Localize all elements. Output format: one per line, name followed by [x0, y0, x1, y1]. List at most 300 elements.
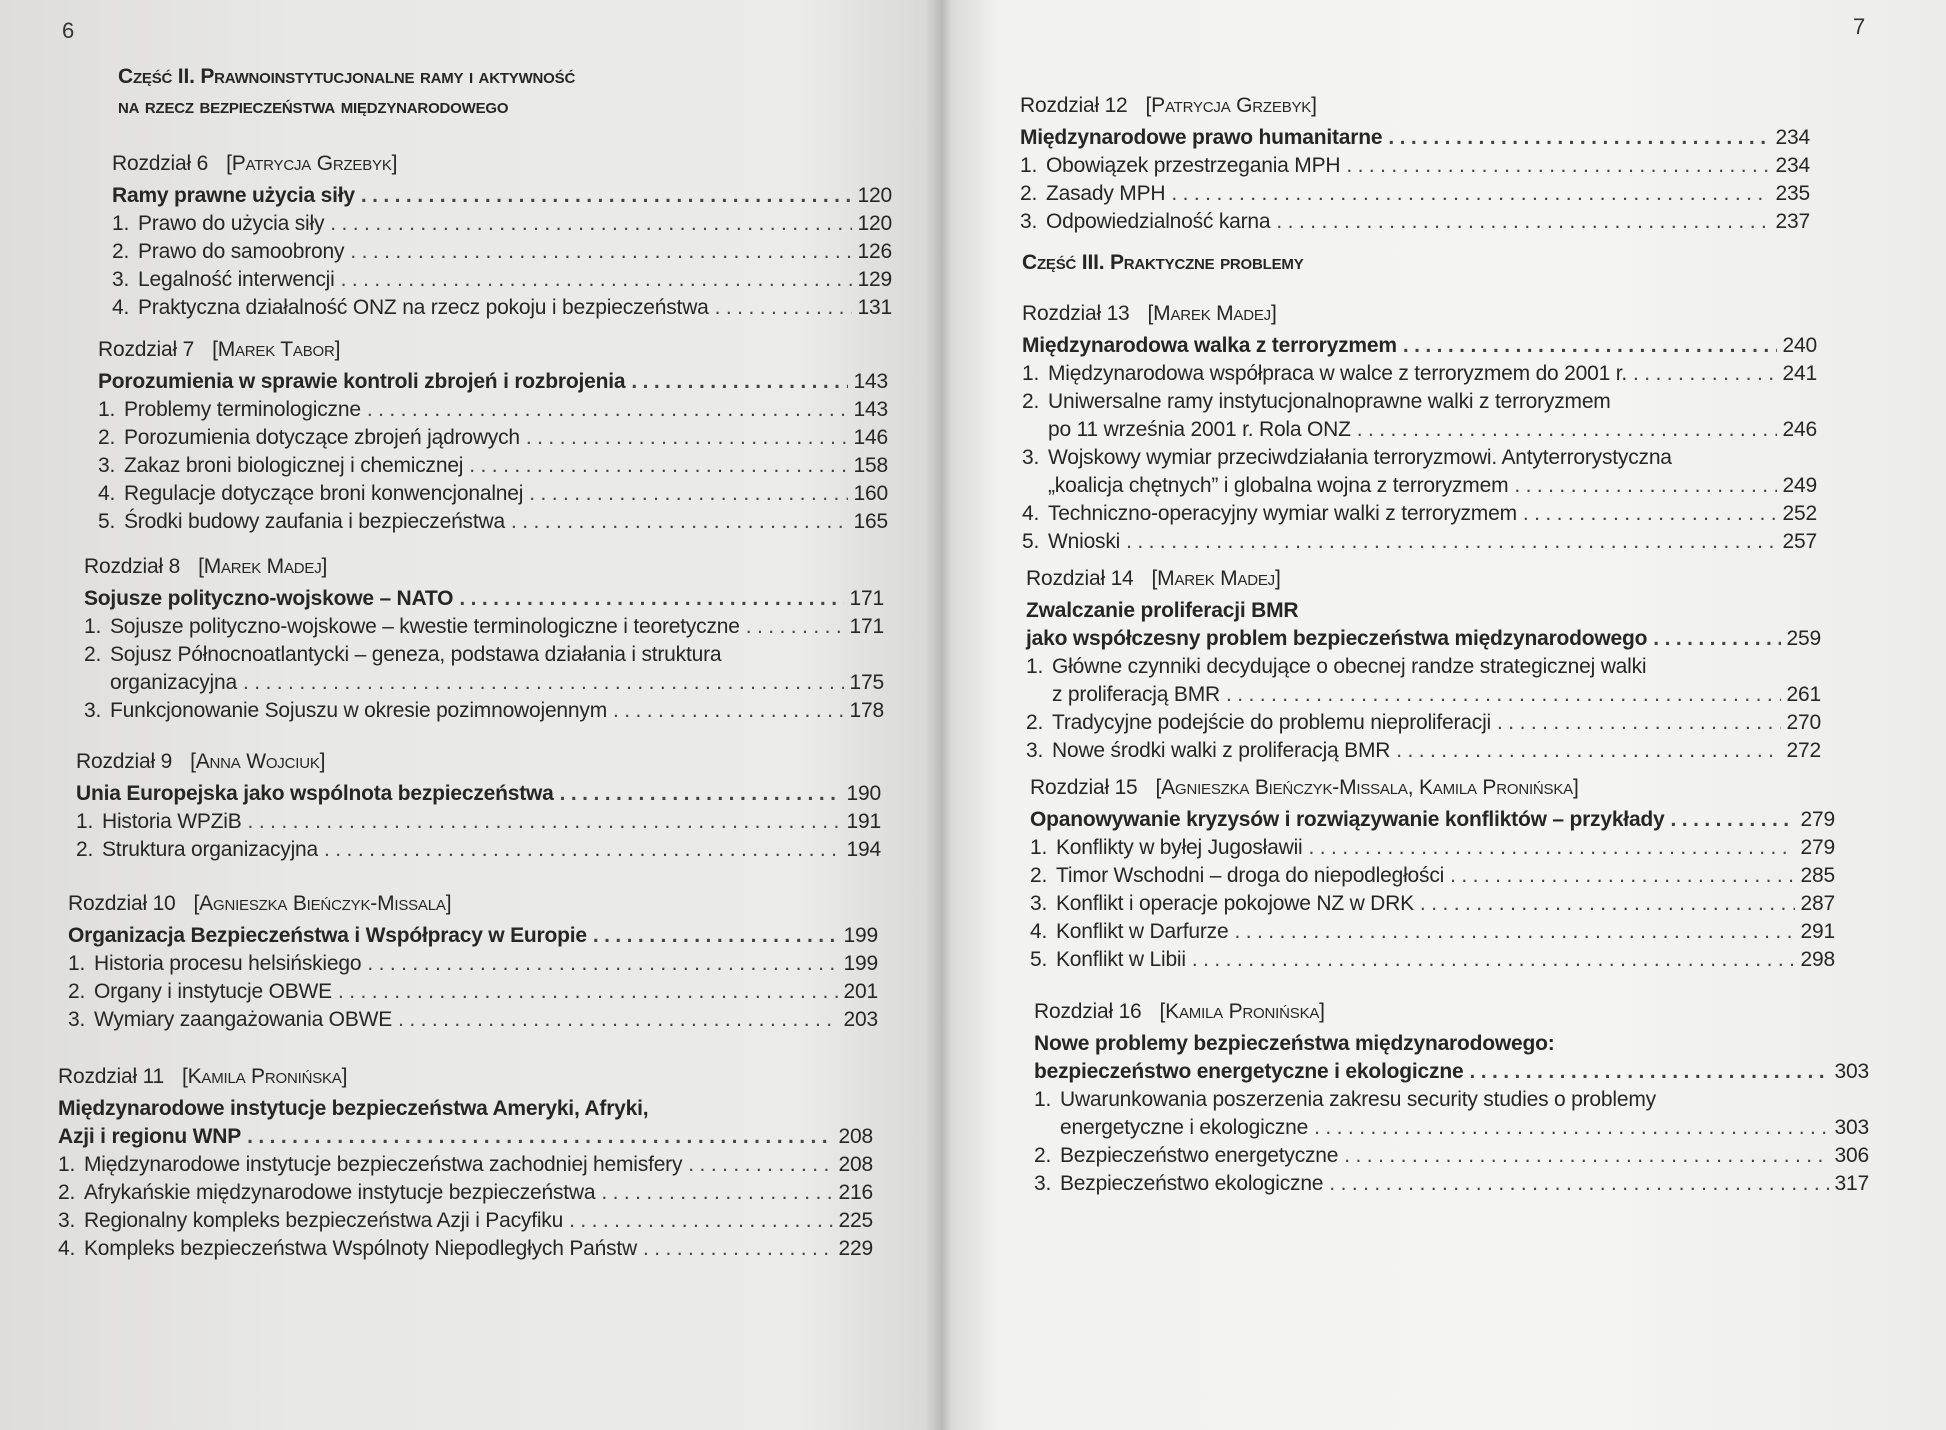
entry-text: Afrykańskie międzynarodowe instytucje bezpieczeństwa: [84, 1181, 596, 1204]
entry-line: [1030, 946, 1835, 974]
entry-text: jako współczesny problem bezpieczeństwa międzynarodowego: [1026, 627, 1648, 650]
entry-line: [1034, 1170, 1869, 1198]
chapter-title-link[interactable]: [76, 780, 881, 808]
dot-leader: [1314, 1114, 1828, 1142]
item-number: 3.: [84, 699, 102, 722]
page-number: 257: [1782, 530, 1817, 553]
chapter-header: [1026, 565, 1821, 593]
entry-line: [84, 669, 884, 697]
entry-line: [112, 238, 892, 266]
section-link[interactable]: [98, 396, 888, 424]
page-number: 143: [853, 370, 888, 393]
page-number: 199: [843, 952, 878, 975]
section-link[interactable]: [1022, 388, 1817, 444]
dot-leader: [324, 836, 841, 864]
page-number: 249: [1782, 474, 1817, 497]
chapter-author: [Marek Madej]: [198, 555, 328, 578]
entry-line: [1034, 1142, 1869, 1170]
item-number: 3.: [1030, 892, 1048, 915]
item-number: 2.: [98, 426, 116, 449]
dot-leader: [1192, 946, 1795, 974]
chapter-label: Rozdział 13: [1022, 302, 1130, 325]
dot-leader: [1450, 862, 1794, 890]
page-number: 175: [849, 671, 884, 694]
dot-leader: [1653, 625, 1780, 653]
dot-leader: [1671, 806, 1795, 834]
entry-line: [1030, 862, 1835, 890]
section-link[interactable]: [1030, 862, 1835, 890]
chapter-author: [Kamila Pronińska]: [1159, 1000, 1325, 1023]
entry-line: [98, 368, 888, 396]
entry-line: [98, 508, 888, 536]
item-number: 4.: [1030, 920, 1048, 943]
chapter-label: Rozdział 11: [58, 1065, 164, 1088]
chapter-header: [84, 553, 884, 581]
section-link[interactable]: [58, 1235, 873, 1263]
chapter-title-link[interactable]: [1022, 332, 1817, 360]
chapter-title-link[interactable]: [58, 1095, 873, 1151]
section-link[interactable]: [98, 452, 888, 480]
entry-text: z proliferacją BMR: [1052, 683, 1220, 706]
item-number: 3.: [1020, 210, 1038, 233]
item-number: 1.: [1030, 836, 1048, 859]
entry-line: [1020, 124, 1810, 152]
page-number: 306: [1834, 1144, 1869, 1167]
item-number: 2.: [76, 838, 94, 861]
chapter-author: [Marek Madej]: [1147, 302, 1277, 325]
page-number: 303: [1834, 1116, 1869, 1139]
entry-line: [1026, 597, 1821, 625]
entry-line: [1030, 918, 1835, 946]
item-number: 4.: [58, 1237, 76, 1260]
entry-line: [1022, 388, 1817, 416]
entry-text: Unia Europejska jako wspólnota bezpieczeństwa: [76, 782, 554, 805]
page-number: 287: [1800, 892, 1835, 915]
section-link[interactable]: [84, 697, 884, 725]
item-number: 3.: [1026, 739, 1044, 762]
chapter-title-link[interactable]: [1030, 806, 1835, 834]
dot-leader: [248, 808, 841, 836]
entry-line: [1034, 1114, 1869, 1142]
dot-leader: [511, 508, 848, 536]
chapter-section: [76, 748, 881, 864]
item-number: 3.: [1034, 1172, 1052, 1195]
entry-line: [1034, 1058, 1869, 1086]
item-number: 1.: [58, 1153, 76, 1176]
entry-line: [84, 697, 884, 725]
page-number: 291: [1800, 920, 1835, 943]
section-link[interactable]: [1020, 180, 1810, 208]
dot-leader: [1514, 472, 1776, 500]
page-number: 237: [1775, 210, 1810, 233]
entry-line: [1022, 444, 1817, 472]
chapter-title-link[interactable]: [1034, 1030, 1869, 1086]
page-number: 241: [1782, 362, 1817, 385]
entry-text: Opanowywanie kryzysów i rozwiązywanie konfliktów – przykłady: [1030, 808, 1665, 831]
page-number: 158: [853, 454, 888, 477]
section-link[interactable]: [98, 508, 888, 536]
item-number: 3.: [98, 454, 116, 477]
dot-leader: [1497, 709, 1781, 737]
item-number: 2.: [1030, 864, 1048, 887]
part-heading: [1022, 248, 1722, 278]
dot-leader: [1171, 180, 1769, 208]
entry-text: Prawo do samoobrony: [138, 240, 345, 263]
chapter-label: Rozdział 12: [1020, 94, 1128, 117]
dot-leader: [526, 424, 848, 452]
dot-leader: [243, 669, 844, 697]
entry-text: Wnioski: [1048, 530, 1121, 553]
entry-text: Odpowiedzialność karna: [1046, 210, 1271, 233]
item-number: 3.: [112, 268, 130, 291]
chapter-label: Rozdział 9: [76, 750, 173, 773]
page-number: 259: [1786, 627, 1821, 650]
section-link[interactable]: [58, 1207, 873, 1235]
dot-leader: [593, 922, 838, 950]
chapter-label: Rozdział 16: [1034, 1000, 1142, 1023]
entry-text: Konflikt w Darfurze: [1056, 920, 1229, 943]
part-heading-line: Część II. Prawnoinstytucjonalne ramy i aktywność: [118, 65, 576, 88]
chapter-header: [98, 336, 888, 364]
chapter-title-link[interactable]: [84, 585, 884, 613]
page-number: 120: [857, 184, 892, 207]
page-number: 201: [843, 980, 878, 1003]
entry-line: [84, 585, 884, 613]
section-link[interactable]: [112, 294, 892, 322]
section-link[interactable]: [68, 1006, 878, 1034]
chapter-section: [1026, 565, 1821, 765]
entry-line: [76, 808, 881, 836]
section-link[interactable]: [76, 808, 881, 836]
chapter-label: Rozdział 10: [68, 892, 176, 915]
entry-line: [98, 480, 888, 508]
section-link[interactable]: [1034, 1086, 1869, 1142]
page-number: 146: [853, 426, 888, 449]
chapter-title-link[interactable]: [112, 182, 892, 210]
entry-line: [68, 978, 878, 1006]
page-number: 178: [849, 699, 884, 722]
dot-leader: [1226, 681, 1781, 709]
entry-line: [76, 836, 881, 864]
entry-text: Wymiary zaangażowania OBWE: [94, 1008, 393, 1031]
entry-text: Timor Wschodni – droga do niepodległości: [1056, 864, 1445, 887]
chapter-section: [1034, 998, 1869, 1198]
entry-line: [1022, 472, 1817, 500]
entry-text: po 11 września 2001 r. Rola ONZ: [1048, 418, 1351, 441]
chapter-section: [98, 336, 888, 536]
entry-line: [1034, 1030, 1869, 1058]
chapter-label: Rozdział 14: [1026, 567, 1134, 590]
entry-line: [112, 210, 892, 238]
entry-line: [76, 780, 881, 808]
section-link[interactable]: [76, 836, 881, 864]
section-link[interactable]: [98, 480, 888, 508]
section-link[interactable]: [1022, 500, 1817, 528]
section-link[interactable]: [84, 641, 884, 697]
page-number: 160: [853, 482, 888, 505]
entry-line: [98, 452, 888, 480]
entry-text: Zwalczanie proliferacji BMR: [1026, 599, 1299, 622]
part-heading-line: Część III. Praktyczne problemy: [1022, 251, 1304, 274]
item-number: 1.: [98, 398, 116, 421]
section-link[interactable]: [1022, 360, 1817, 388]
page-number: 208: [838, 1125, 873, 1148]
page-number: 208: [838, 1153, 873, 1176]
entry-text: Historia WPZiB: [102, 810, 242, 833]
entry-text: organizacyjna: [110, 671, 237, 694]
dot-leader: [398, 1006, 837, 1034]
entry-line: [68, 950, 878, 978]
entry-text: Legalność interwencji: [138, 268, 335, 291]
entry-text: Uwarunkowania poszerzenia zakresu security studies o problemy: [1060, 1088, 1656, 1111]
page-number: 126: [857, 240, 892, 263]
entry-text: bezpieczeństwo energetyczne i ekologiczne: [1034, 1060, 1464, 1083]
entry-line: [1020, 208, 1810, 236]
dot-leader: [1234, 918, 1794, 946]
chapter-header: [1034, 998, 1869, 1026]
page-number: 240: [1782, 334, 1817, 357]
entry-text: Regionalny kompleks bezpieczeństwa Azji i Pacyfiku: [84, 1209, 564, 1232]
section-link[interactable]: [1022, 444, 1817, 500]
entry-text: Regulacje dotyczące broni konwencjonalnej: [124, 482, 524, 505]
dot-leader: [338, 978, 838, 1006]
dot-leader: [569, 1207, 832, 1235]
section-link[interactable]: [1030, 834, 1835, 862]
entry-text: Sojusze polityczno-wojskowe – kwestie terminologiczne i teoretyczne: [110, 615, 740, 638]
section-link[interactable]: [1026, 709, 1821, 737]
entry-text: Uniwersalne ramy instytucjonalnoprawne walki z terroryzmem: [1048, 390, 1611, 413]
page-number: 272: [1786, 739, 1821, 762]
entry-text: Azji i regionu WNP: [58, 1125, 242, 1148]
chapter-section: [1020, 92, 1810, 236]
entry-line: [112, 266, 892, 294]
chapter-header: [58, 1063, 873, 1091]
chapter-header: [68, 890, 878, 918]
dot-leader: [613, 697, 844, 725]
entry-text: Konflikt i operacje pokojowe NZ w DRK: [1056, 892, 1414, 915]
dot-leader: [715, 294, 852, 322]
page-number: 270: [1786, 711, 1821, 734]
section-link[interactable]: [1020, 152, 1810, 180]
page-number-left: 6: [62, 18, 75, 43]
dot-leader: [330, 210, 851, 238]
chapter-label: Rozdział 7: [98, 338, 195, 361]
page-number: 279: [1800, 836, 1835, 859]
section-link[interactable]: [1030, 946, 1835, 974]
item-number: 2.: [68, 980, 86, 1003]
dot-leader: [1344, 1142, 1828, 1170]
entry-line: [1030, 806, 1835, 834]
entry-text: Porozumienia w sprawie kontroli zbrojeń i rozbrojenia: [98, 370, 626, 393]
page-number: 194: [846, 838, 881, 861]
entry-line: [112, 294, 892, 322]
page-number: 216: [838, 1181, 873, 1204]
page-number: 131: [857, 296, 892, 319]
page-number: 234: [1775, 126, 1810, 149]
entry-line: [1020, 152, 1810, 180]
chapter-header: [1022, 300, 1817, 328]
chapter-title-link[interactable]: [68, 922, 878, 950]
entry-line: [1026, 737, 1821, 765]
entry-text: energetyczne i ekologiczne: [1060, 1116, 1309, 1139]
dot-leader: [1396, 737, 1780, 765]
dot-leader: [1388, 124, 1769, 152]
item-number: 3.: [68, 1008, 86, 1031]
section-link[interactable]: [1030, 890, 1835, 918]
section-link[interactable]: [1026, 737, 1821, 765]
entry-line: [58, 1179, 873, 1207]
entry-text: Międzynarodowa współpraca w walce z terroryzmem do 2001 r.: [1048, 362, 1627, 385]
item-number: 4.: [1022, 502, 1040, 525]
page-number: 129: [857, 268, 892, 291]
chapter-author: [Marek Madej]: [1151, 567, 1281, 590]
section-link[interactable]: [112, 266, 892, 294]
entry-text: Sojusz Północnoatlantycki – geneza, podstawa działania i struktura: [110, 643, 722, 666]
section-link[interactable]: [1030, 918, 1835, 946]
dot-leader: [459, 585, 843, 613]
section-link[interactable]: [98, 424, 888, 452]
section-link[interactable]: [84, 613, 884, 641]
chapter-title-link[interactable]: [1020, 124, 1810, 152]
entry-text: Kompleks bezpieczeństwa Wspólnoty Niepodległych Państw: [84, 1237, 637, 1260]
entry-line: [58, 1151, 873, 1179]
entry-text: Organizacja Bezpieczeństwa i Współpracy w Europie: [68, 924, 587, 947]
entry-text: Główne czynniki decydujące o obecnej randze strategicznej walki: [1052, 655, 1647, 678]
entry-line: [1022, 500, 1817, 528]
item-number: 1.: [112, 212, 130, 235]
dot-leader: [1469, 1058, 1828, 1086]
dot-leader: [1420, 890, 1795, 918]
dot-leader: [746, 613, 844, 641]
entry-text: Tradycyjne podejście do problemu nieproliferacji: [1052, 711, 1492, 734]
entry-line: [1030, 890, 1835, 918]
page-number: 190: [846, 782, 881, 805]
entry-text: Ramy prawne użycia siły: [112, 184, 355, 207]
entry-line: [1022, 332, 1817, 360]
entry-text: Nowe środki walki z proliferacją BMR: [1052, 739, 1391, 762]
entry-text: Środki budowy zaufania i bezpieczeństwa: [124, 510, 505, 533]
page-number: 229: [838, 1237, 873, 1260]
item-number: 4.: [112, 296, 130, 319]
dot-leader: [1309, 834, 1795, 862]
item-number: 2.: [112, 240, 130, 263]
dot-leader: [1276, 208, 1769, 236]
chapter-section: [1030, 774, 1835, 974]
entry-text: Problemy terminologiczne: [124, 398, 361, 421]
entry-text: Porozumienia dotyczące zbrojeń jądrowych: [124, 426, 520, 449]
entry-line: [98, 396, 888, 424]
dot-leader: [367, 950, 837, 978]
chapter-author: [Patrycja Grzebyk]: [226, 152, 398, 175]
section-link[interactable]: [1022, 528, 1817, 556]
page-number: 298: [1800, 948, 1835, 971]
entry-text: Techniczno-operacyjny wymiar walki z terroryzmem: [1048, 502, 1517, 525]
chapter-header: [76, 748, 881, 776]
chapter-section: [84, 553, 884, 725]
section-link[interactable]: [1034, 1142, 1869, 1170]
entry-line: [1026, 653, 1821, 681]
entry-text: Prawo do użycia siły: [138, 212, 325, 235]
section-link[interactable]: [68, 978, 878, 1006]
entry-line: [1034, 1086, 1869, 1114]
section-link[interactable]: [1034, 1170, 1869, 1198]
item-number: 1.: [1026, 655, 1044, 678]
dot-leader: [631, 368, 847, 396]
entry-text: Międzynarodowe instytucje bezpieczeństwa Ameryki, Afryki,: [58, 1097, 649, 1120]
entry-text: Struktura organizacyjna: [102, 838, 319, 861]
dot-leader: [469, 452, 847, 480]
entry-text: Bezpieczeństwo energetyczne: [1060, 1144, 1339, 1167]
dot-leader: [1523, 500, 1777, 528]
item-number: 1.: [1022, 362, 1040, 385]
page-number-right: 7: [1853, 14, 1866, 39]
section-link[interactable]: [112, 210, 892, 238]
entry-text: Międzynarodowe instytucje bezpieczeństwa zachodniej hemisfery: [84, 1153, 683, 1176]
entry-text: Praktyczna działalność ONZ na rzecz pokoju i bezpieczeństwa: [138, 296, 709, 319]
page-number: 234: [1775, 154, 1810, 177]
entry-text: Obowiązek przestrzegania MPH: [1046, 154, 1341, 177]
page-number: 203: [843, 1008, 878, 1031]
dot-leader: [341, 266, 852, 294]
entry-text: Międzynarodowe prawo humanitarne: [1020, 126, 1383, 149]
entry-line: [58, 1095, 873, 1123]
entry-line: [1030, 834, 1835, 862]
entry-line: [1026, 709, 1821, 737]
chapter-title-link[interactable]: [1026, 597, 1821, 653]
section-link[interactable]: [58, 1179, 873, 1207]
section-link[interactable]: [1020, 208, 1810, 236]
chapter-author: [Patrycja Grzebyk]: [1145, 94, 1317, 117]
chapter-section: [58, 1063, 873, 1263]
item-number: 3.: [58, 1209, 76, 1232]
entry-text: Organy i instytucje OBWE: [94, 980, 332, 1003]
entry-text: Bezpieczeństwo ekologiczne: [1060, 1172, 1324, 1195]
chapter-author: [Agnieszka Bieńczyk-Missala]: [193, 892, 452, 915]
chapter-label: Rozdział 6: [112, 152, 209, 175]
chapter-author: [Marek Tabor]: [212, 338, 341, 361]
page-number: 235: [1775, 182, 1810, 205]
item-number: 2.: [1026, 711, 1044, 734]
dot-leader: [1346, 152, 1769, 180]
dot-leader: [367, 396, 848, 424]
page-number: 279: [1800, 808, 1835, 831]
dot-leader: [601, 1179, 832, 1207]
entry-line: [1026, 681, 1821, 709]
dot-leader: [1126, 528, 1776, 556]
chapter-author: [Anna Wojciuk]: [190, 750, 326, 773]
page-number: 143: [853, 398, 888, 421]
section-link[interactable]: [112, 238, 892, 266]
page-number: 285: [1800, 864, 1835, 887]
chapter-section: [112, 150, 892, 322]
chapter-section: [68, 890, 878, 1034]
section-link[interactable]: [68, 950, 878, 978]
entry-line: [58, 1207, 873, 1235]
chapter-title-link[interactable]: [98, 368, 888, 396]
dot-leader: [350, 238, 851, 266]
section-link[interactable]: [58, 1151, 873, 1179]
dot-leader: [529, 480, 847, 508]
entry-line: [68, 922, 878, 950]
entry-line: [1022, 528, 1817, 556]
entry-text: Zasady MPH: [1046, 182, 1166, 205]
entry-text: Wojskowy wymiar przeciwdziałania terroryzmowi. Antyterrorystyczna: [1048, 446, 1672, 469]
section-link[interactable]: [1026, 653, 1821, 709]
item-number: 2.: [1020, 182, 1038, 205]
page-number: 317: [1834, 1172, 1869, 1195]
page-number: 246: [1782, 418, 1817, 441]
part-heading-line: na rzecz bezpieczeństwa międzynarodowego: [118, 95, 509, 118]
